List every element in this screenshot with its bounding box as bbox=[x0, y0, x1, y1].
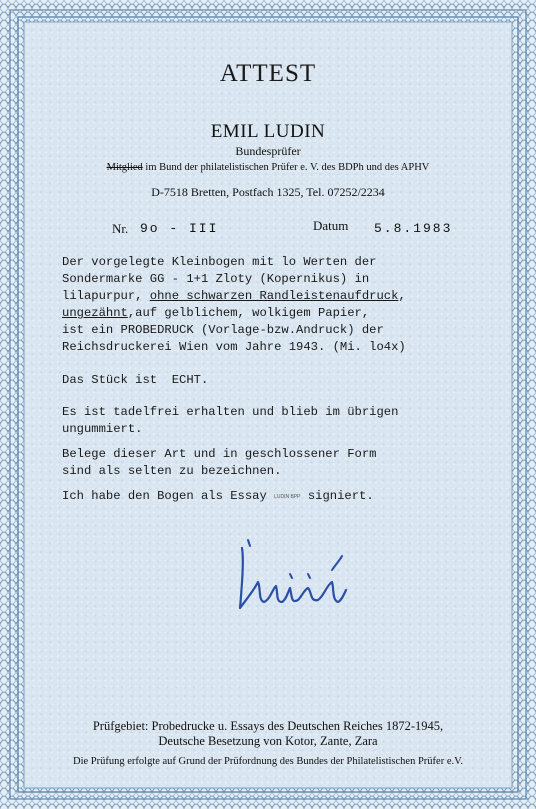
text-line: Reichsdruckerei Wien vom Jahre 1943. (Mi. lo4x) bbox=[62, 340, 406, 354]
date-value: 5.8.1983 bbox=[374, 221, 453, 236]
paragraph-genuine: Das Stück ist ECHT. bbox=[62, 373, 209, 387]
paragraph-rarity bbox=[62, 446, 492, 480]
paragraph-signed bbox=[62, 488, 492, 506]
text-span: lilapurpur, bbox=[62, 289, 150, 303]
examiner-name: EMIL LUDIN bbox=[210, 121, 326, 142]
date-label: Datum bbox=[313, 218, 349, 233]
handwritten-signature bbox=[228, 530, 378, 620]
examiner-mark: LUDIN BPP bbox=[274, 494, 301, 500]
text-line bbox=[62, 288, 492, 305]
text-line: sind als selten zu bezeichnen. bbox=[62, 464, 282, 478]
examiner-role: Bundesprüfer bbox=[235, 144, 301, 158]
membership-struck: Mitglied bbox=[106, 162, 143, 173]
text-span: Ich habe den Bogen als Essay bbox=[62, 489, 275, 503]
paragraph-description bbox=[62, 254, 492, 356]
nr-label: Nr. bbox=[112, 221, 129, 236]
text-span: , bbox=[398, 289, 406, 303]
underlined-text: ohne schwarzen Randleistenaufdruck bbox=[149, 289, 399, 303]
text-span: ,auf gelblichem, wolkigem Papier, bbox=[127, 306, 370, 320]
footer-line: Prüfgebiet: Probedrucke u. Essays des Deutschen Reiches 1872-1945, bbox=[92, 719, 444, 733]
document-title: ATTEST bbox=[219, 60, 317, 87]
text-line: ist ein PROBEDRUCK (Vorlage-bzw.Andruck) der bbox=[62, 323, 384, 337]
text-line: Es ist tadelfrei erhalten und blieb im übrigen bbox=[62, 405, 399, 419]
text-line bbox=[62, 305, 492, 322]
text-span: signiert. bbox=[300, 489, 374, 503]
text-line: Belege dieser Art und in geschlossener Form bbox=[62, 447, 377, 461]
underlined-text: ungezähnt bbox=[62, 306, 128, 320]
membership-line bbox=[0, 162, 536, 173]
examination-scope bbox=[0, 719, 536, 749]
text-line: Der vorgelegte Kleinbogen mit lo Werten der bbox=[62, 255, 377, 269]
text-line: Sondermarke GG - 1+1 Zloty (Kopernikus) in bbox=[62, 272, 370, 286]
text-line: ungummiert. bbox=[62, 422, 143, 436]
examination-rules-note: Die Prüfung erfolgte auf Grund der Prüfordnung des Bundes der Philatelistischen Prüfer e.V. bbox=[73, 756, 463, 767]
membership-rest: im Bund der philatelistischen Prüfer e. V. des BDPh und des APHV bbox=[142, 162, 430, 173]
paragraph-condition bbox=[62, 404, 492, 438]
footer-line: Deutsche Besetzung von Kotor, Zante, Zara bbox=[158, 734, 378, 748]
examiner-address: D-7518 Bretten, Postfach 1325, Tel. 07252/2234 bbox=[151, 185, 385, 199]
nr-value: 9o - III bbox=[140, 221, 219, 236]
